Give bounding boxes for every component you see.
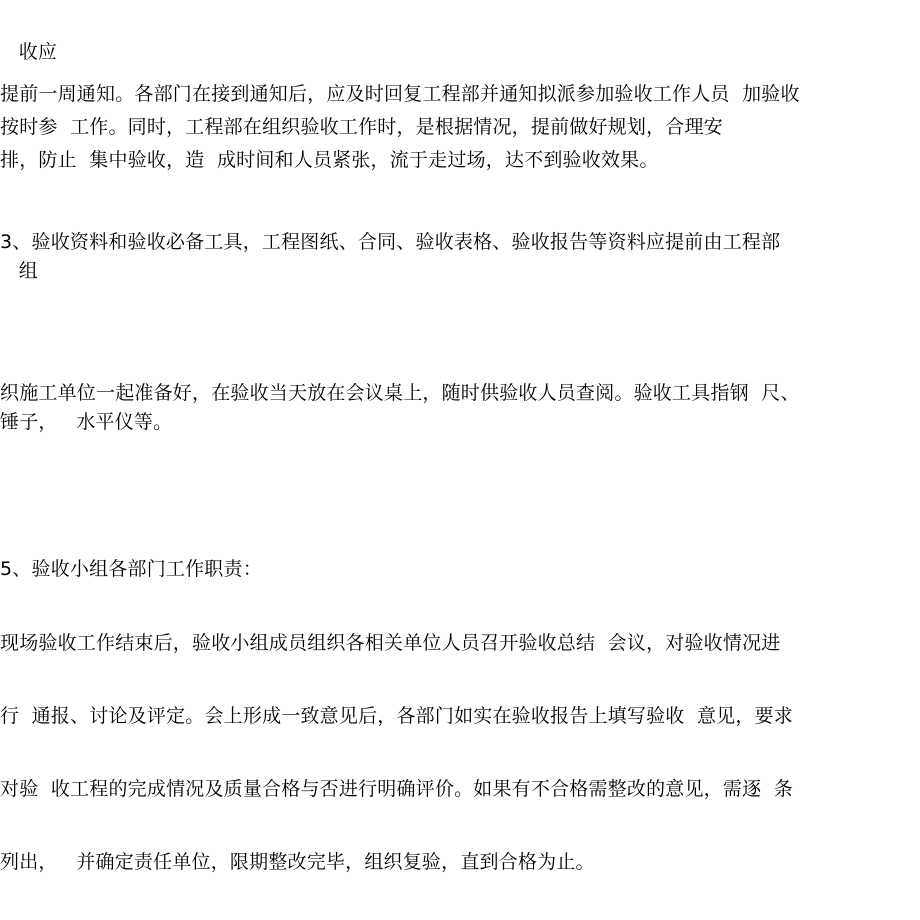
section-3-heading: 3、验收资料和验收必备工具，工程图纸、合同、验收表格、验收报告等资料应提前由工程部: [0, 231, 781, 253]
text-line-4: 排，防止 集中验收，造 成时间和人员紧张，流于走过场，达不到验收效果。: [0, 149, 659, 171]
text-line-7: 织施工单位一起准备好，在验收当天放在会议桌上，随时供验收人员查阅。验收工具指钢 尺、: [0, 382, 800, 404]
text-line-12: 对验 收工程的完成情况及质量合格与否进行明确评价。如果有不合格需整改的意见，需逐 条: [0, 778, 793, 800]
section-5-heading: 5、验收小组各部门工作职责：: [0, 558, 262, 580]
text-line-13: 列出， 并确定责任单位，限期整改完毕，组织复验，直到合格为止。: [0, 851, 595, 873]
text-line-11: 行 通报、讨论及评定。会上形成一致意见后，各部门如实在验收报告上填写验收 意见，要求: [0, 705, 793, 727]
text-line-3: 按时参 工作。同时，工程部在组织验收工作时，是根据情况，提前做好规划，合理安: [0, 116, 723, 138]
text-line-2: 提前一周通知。各部门在接到通知后，应及时回复工程部并通知拟派参加验收工作人员 加验收: [0, 83, 800, 105]
text-line-1: 收应: [0, 41, 58, 63]
text-line-8: 锤子， 水平仪等。: [0, 411, 173, 433]
text-line-6: 组: [0, 260, 38, 282]
text-line-10: 现场验收工作结束后，验收小组成员组织各相关单位人员召开验收总结 会议，对验收情况进: [0, 632, 781, 654]
